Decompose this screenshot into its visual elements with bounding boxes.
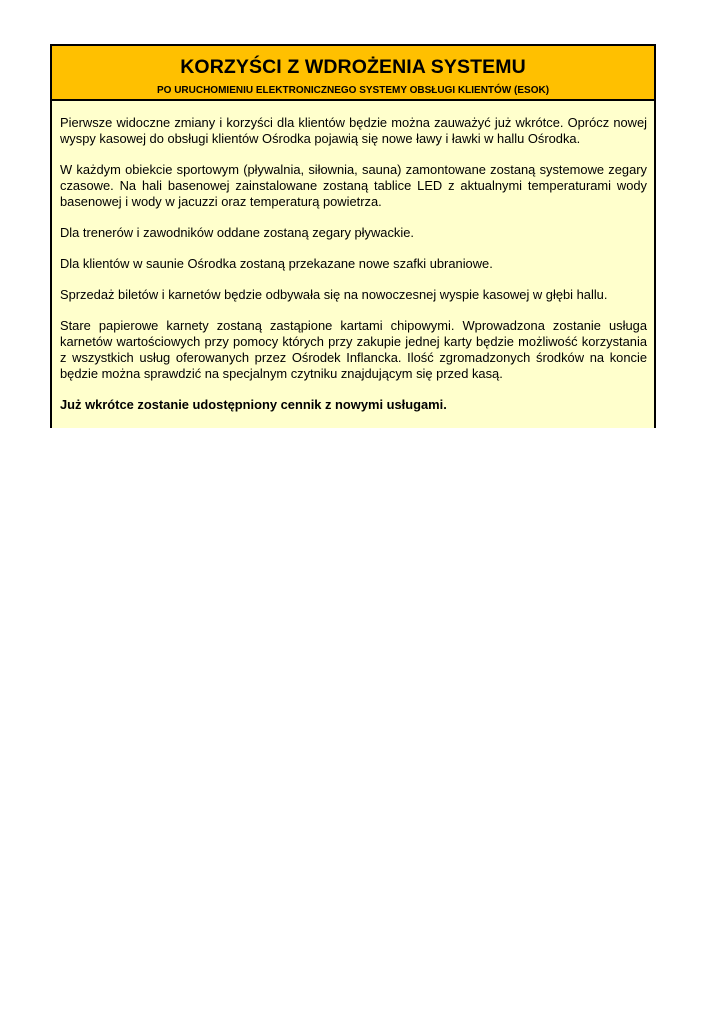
info-box — [50, 44, 656, 428]
page-title: KORZYŚCI Z WDROŻENIA SYSTEMU — [180, 56, 526, 78]
info-box-content — [52, 101, 654, 413]
page-subtitle: PO URUCHOMIENIU ELEKTRONICZNEGO SYSTEMY OBSŁUGI KLIENTÓW (ESOK) — [156, 85, 550, 96]
paragraph-system-clocks: W każdym obiekcie sportowym (pływalnia, siłownia, sauna) zamontowane zostaną systemowe zegary czasowe. Na hali basenowej zainstalowane zostaną tablice LED z aktualnymi temperaturami wody basenowej i wody w jacuzzi oraz temperaturą powietrza. — [60, 162, 647, 209]
paragraph-chip-cards: Stare papierowe karnety zostaną zastąpione kartami chipowymi. Wprowadzona zostanie usługa karnetów wartościowych przy pomocy których przy zakupie jednej karty będzie możliwość korzystania z wszystkich usług oferowanych przez Ośrodek Inflancka. Ilość zgromadzonych środków na koncie będzie można sprawdzić na specjalnym czytniku znajdującym się przed kasą. — [60, 318, 647, 381]
info-box-header — [52, 46, 654, 101]
paragraph-sauna-lockers: Dla klientów w saunie Ośrodka zostaną przekazane nowe szafki ubraniowe. — [60, 256, 493, 271]
paragraph-price-list-notice: Już wkrótce zostanie udostępniony cennik z nowymi usługami. — [60, 397, 447, 412]
paragraph-ticket-sales: Sprzedaż biletów i karnetów będzie odbywała się na nowoczesnej wyspie kasowej w głębi hallu. — [60, 287, 608, 302]
paragraph-swim-clocks: Dla trenerów i zawodników oddane zostaną zegary pływackie. — [60, 225, 414, 240]
paragraph-new-cash-island: Pierwsze widoczne zmiany i korzyści dla klientów będzie można zauważyć już wkrótce. Oprócz nowej wyspy kasowej do obsługi klientów Ośrodka pojawią się nowe ławy i ławki w hallu Ośrodka. — [60, 115, 647, 146]
